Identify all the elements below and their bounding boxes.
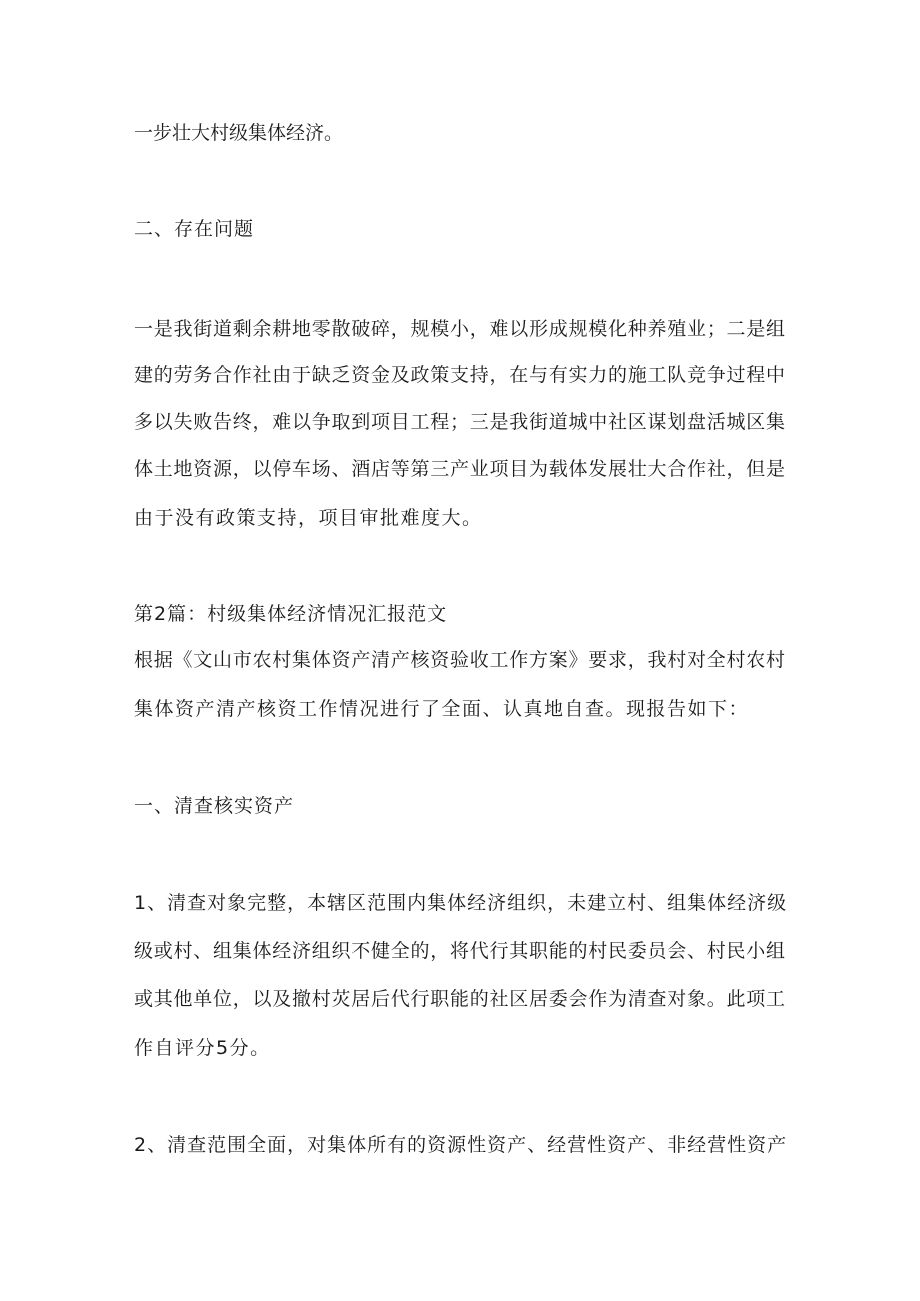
text-line: 级或村、组集体经济组织不健全的，将代行其职能的村民委员会、村民小组 [134, 940, 786, 962]
text-line: 建的劳务合作社由于缺乏资金及政策支持，在与有实力的施工队竞争过程中 [134, 364, 786, 386]
text-line: 体土地资源，以停车场、酒店等第三产业项目为载体发展壮大合作社，但是 [134, 458, 786, 480]
text-line: 一是我街道剩余耕地零散破碎，规模小，难以形成规模化种养殖业；二是组 [134, 318, 786, 340]
text-line: 多以失败告终，难以争取到项目工程；三是我街道城中社区谋划盘活城区集 [134, 411, 786, 433]
text-line: 由于没有政策支持，项目审批难度大。 [134, 507, 483, 529]
text-line: 2、清查范围全面，对集体所有的资源性资产、经营性资产、非经营性资产 [134, 1134, 788, 1156]
text-line: 1、清查对象完整，本辖区范围内集体经济组织，未建立村、组集体经济级 [134, 892, 788, 914]
text-line: 作自评分5分。 [134, 1037, 271, 1059]
text-line: 根据《文山市农村集体资产清产核资验收工作方案》要求，我村对全村农村 [134, 649, 786, 671]
text-line: 集体资产清产核资工作情况进行了全面、认真地自查。现报告如下： [134, 698, 750, 720]
text-line-continuation: 一步壮大村级集体经济。 [134, 122, 344, 144]
section-heading-assets: 一、清查核实资产 [134, 795, 295, 817]
text-line: 或其他单位，以及撤村苂居后代行职能的社区居委会作为清查对象。此项工 [134, 988, 786, 1010]
section-heading-issues: 二、存在问题 [134, 218, 255, 240]
article-title: 第2篇：村级集体经济情况汇报范文 [134, 603, 448, 625]
